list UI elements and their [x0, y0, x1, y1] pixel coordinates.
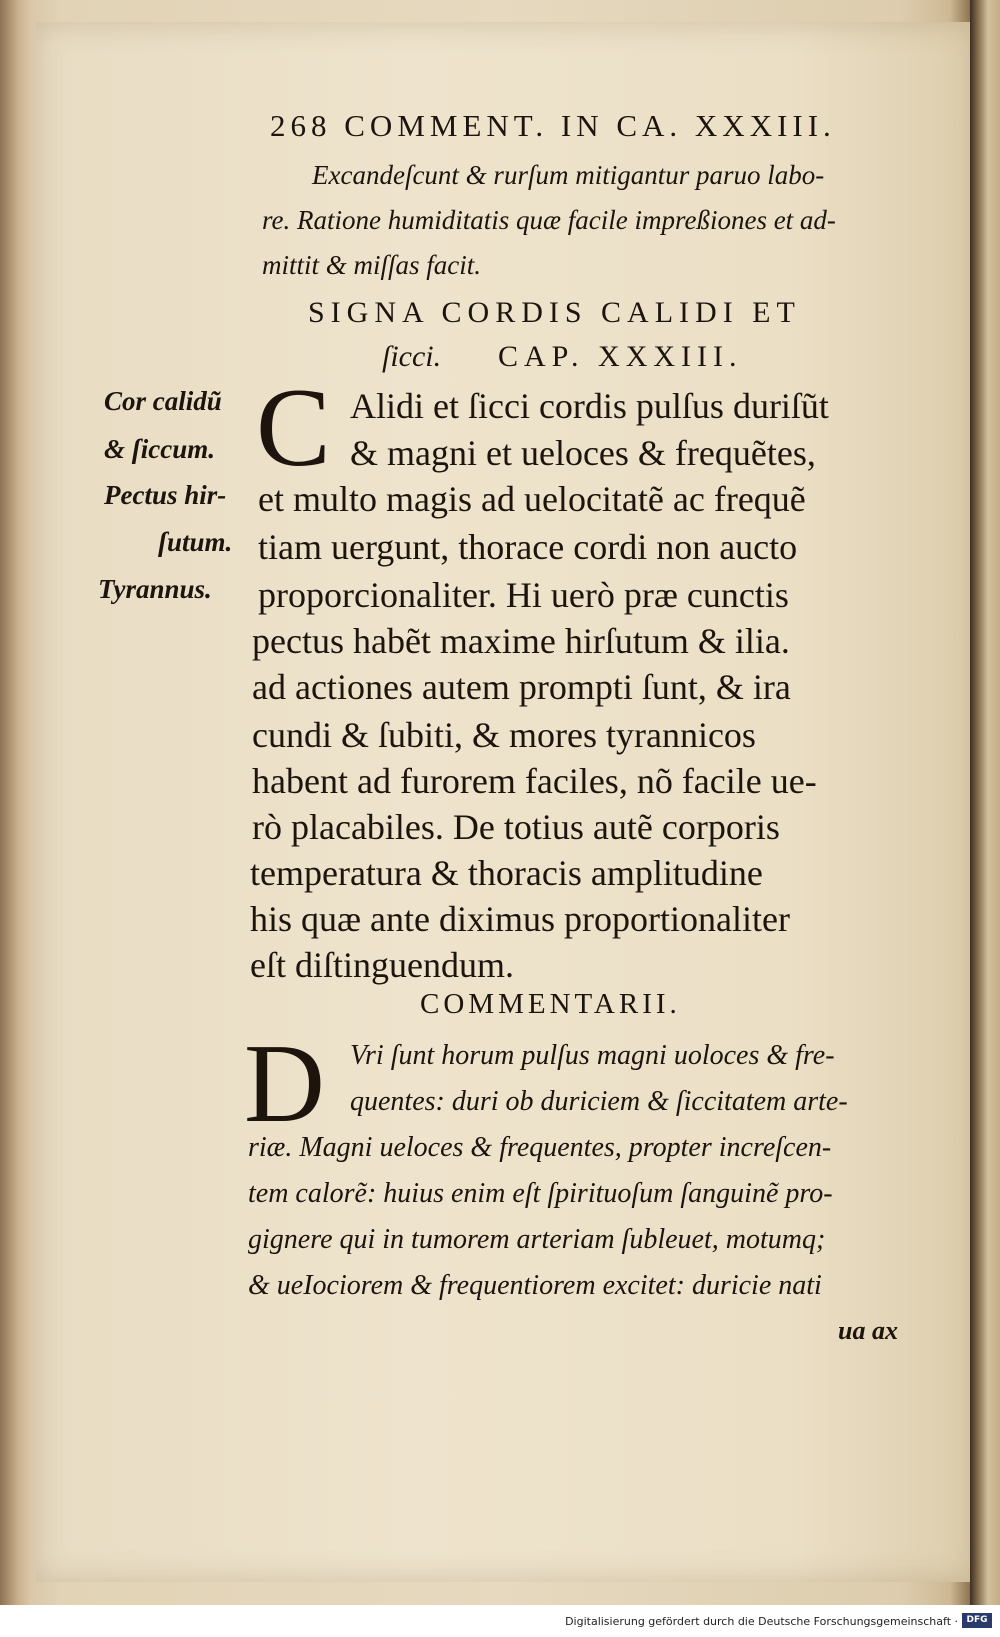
commentary-line: tem calorẽ: huius enim eſt ſpirituoſum ſanguinẽ pro-: [248, 1178, 833, 1209]
main-text-line: ad actiones autem prompti ſunt, & ira: [252, 667, 791, 707]
main-text-line: et multo magis ad uelocitatẽ ac frequẽ: [258, 479, 806, 519]
commentary-line: riæ. Magni ueloces & frequentes, propter increſcen-: [248, 1132, 832, 1163]
chapter-title-italic: ſicci.: [382, 340, 442, 373]
main-text-line: temperatura & thoracis amplitudine: [250, 853, 763, 893]
chapter-title: SIGNA CORDIS CALIDI ET: [308, 296, 801, 329]
main-text-line: pectus habẽt maxime hirſutum & ilia.: [252, 621, 790, 661]
drop-capital: C: [256, 366, 331, 490]
commentary-line: & ueIociorem & frequentiorem excitet: duricie nati: [248, 1270, 822, 1301]
chapter-number: CAP. XXXIII.: [498, 340, 743, 373]
main-text-line: & magni et ueloces & frequẽtes,: [350, 433, 816, 473]
main-text-line: tiam uergunt, thorace cordi non aucto: [258, 527, 798, 567]
margin-note: Pectus hir-: [104, 480, 227, 510]
margin-note: & ſiccum.: [104, 434, 215, 464]
main-text-line: habent ad furorem faciles, nõ facile ue-: [252, 761, 817, 801]
catchword: ua ax: [838, 1316, 898, 1345]
facing-page-edge: [970, 0, 1000, 1605]
margin-note: Cor calidũ: [104, 386, 222, 416]
main-text-line: Alidi et ſicci cordis pulſus duriſũt: [350, 386, 829, 426]
drop-capital: D: [244, 1022, 325, 1146]
main-text-line: his quæ ante diximus proportionaliter: [250, 899, 790, 939]
commentary-heading: COMMENTARII.: [420, 988, 681, 1020]
commentary-line: Vri ſunt horum pulſus magni uoloces & fre-: [350, 1040, 835, 1071]
funding-credit: Digitalisierung gefördert durch die Deutsche Forschungsgemeinschaft ·: [565, 1615, 958, 1628]
margin-note: ſutum.: [158, 527, 233, 557]
margin-note: Tyrannus.: [98, 574, 212, 604]
running-header: 268 COMMENT. IN CA. XXXIII.: [270, 108, 836, 143]
footer-bar: [0, 1605, 1000, 1637]
commentary-line: gignere qui in tumorem arteriam ſubleuet, motumq;: [248, 1224, 826, 1255]
main-text-line: rò placabiles. De totius autẽ corporis: [252, 807, 780, 847]
book-page: [36, 22, 976, 1582]
main-text-line: eſt diſtinguendum.: [250, 945, 514, 985]
intro-line: re. Ratione humiditatis quæ facile impreßiones et ad-: [262, 205, 836, 235]
main-text-line: cundi & ſubiti, & mores tyrannicos: [252, 715, 756, 755]
intro-line: mittit & miſſas facit.: [262, 250, 482, 280]
commentary-line: quentes: duri ob duriciem & ſiccitatem arte-: [350, 1086, 848, 1117]
main-text-line: proporcionaliter. Hi uerò præ cunctis: [258, 575, 789, 615]
intro-line: Excandeſcunt & rurſum mitigantur paruo labo-: [312, 160, 825, 190]
dfg-logo: DFG: [962, 1613, 992, 1628]
